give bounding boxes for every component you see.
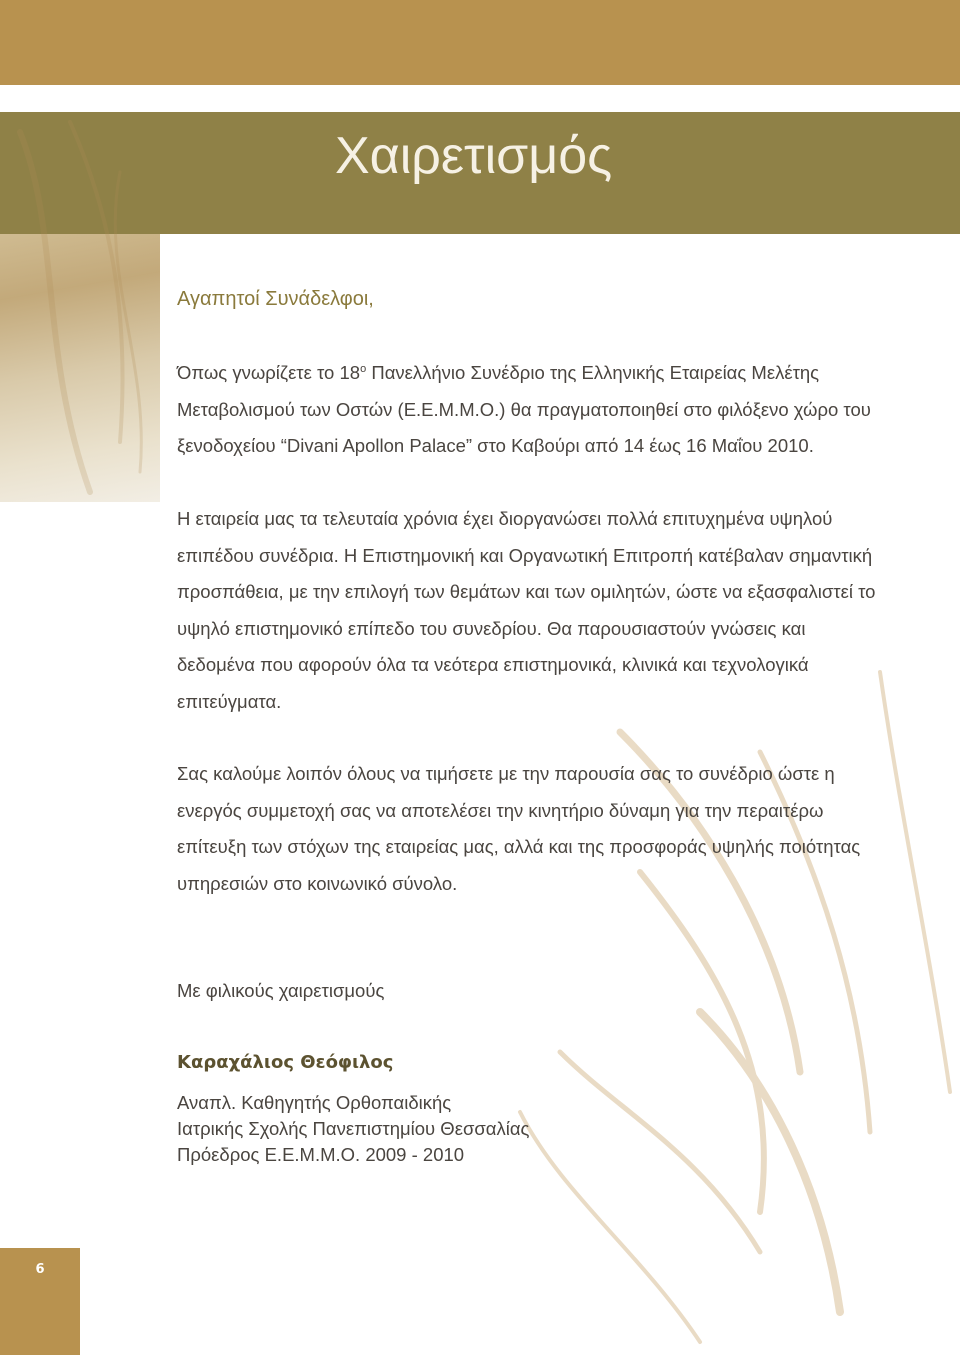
letter-closing: Με φιλικούς χαιρετισμούς xyxy=(177,980,385,1001)
letter-greeting: Αγαπητοί Συνάδελφοι, xyxy=(177,288,374,310)
signer-title-block xyxy=(177,1090,529,1168)
top-decorative-bar xyxy=(0,0,960,85)
letter-paragraph-3: Σας καλούμε λοιπόν όλους να τιμήσετε με την παρουσία σας το συνέδριο ώστε η ενεργός συμμετοχή σας να αποτελέσει την κινητήριο δύναμη για την περαιτέρω επίτευξη των στόχων της εταιρείας μας, αλλά και της προσφοράς υψηλής ποιότητας υπηρεσιών στο κοινωνικό σύνολο. xyxy=(177,763,861,894)
page-title: Χαιρετισμός xyxy=(335,127,613,185)
page-number: 6 xyxy=(35,1262,45,1277)
background-sketch-artwork xyxy=(0,112,960,1355)
signer-role-line-3: Πρόεδρος Ε.Ε.Μ.Μ.Ο. 2009 - 2010 xyxy=(177,1144,465,1165)
signer-role-line-2: Ιατρικής Σχολής Πανεπιστημίου Θεσσαλίας xyxy=(177,1118,530,1139)
ordinal-superscript: ο xyxy=(360,362,367,375)
letter-paragraph-2: Η εταιρεία μας τα τελευταία χρόνια έχει διοργανώσει πολλά επιτυχημένα υψηλού επιπέδου συνέδρια. Η Επιστημονική και Οργανωτική Επιτροπή κατέβαλαν σημαντική προσπάθεια, με την επιλογή των θεμάτων και των ομιλητών, ώστε να εξασφαλιστεί το υψηλό επιστημονικό επίπεδο του συνεδρίου. Θα παρουσιαστούν γνώσεις και δεδομένα που αφορούν όλα τα νεότερα επιστημονικά, κλινικά και τεχνολογικά επιτεύγματα. xyxy=(177,508,876,712)
letter-paragraph-1 xyxy=(177,355,877,465)
signer-role-line-1: Αναπλ. Καθηγητής Ορθοπαιδικής xyxy=(177,1092,452,1113)
paragraph-1-start: Όπως γνωρίζετε το 18 xyxy=(177,362,361,383)
signer-name: Καραχάλιος Θεόφιλος xyxy=(177,1052,394,1073)
paragraph-1-end: Πανελλήνιο Συνέδριο της Ελληνικής Εταιρείας Μελέτης Μεταβολισμού των Οστών (Ε.Ε.Μ.Μ.Ο.) θα πραγματοποιηθεί στο φιλόξενο χώρο του ξενοδοχείου “Divani Apollon Palace” στο Καβούρι από 14 έως 16 Μαΐου 2010. xyxy=(177,362,871,456)
